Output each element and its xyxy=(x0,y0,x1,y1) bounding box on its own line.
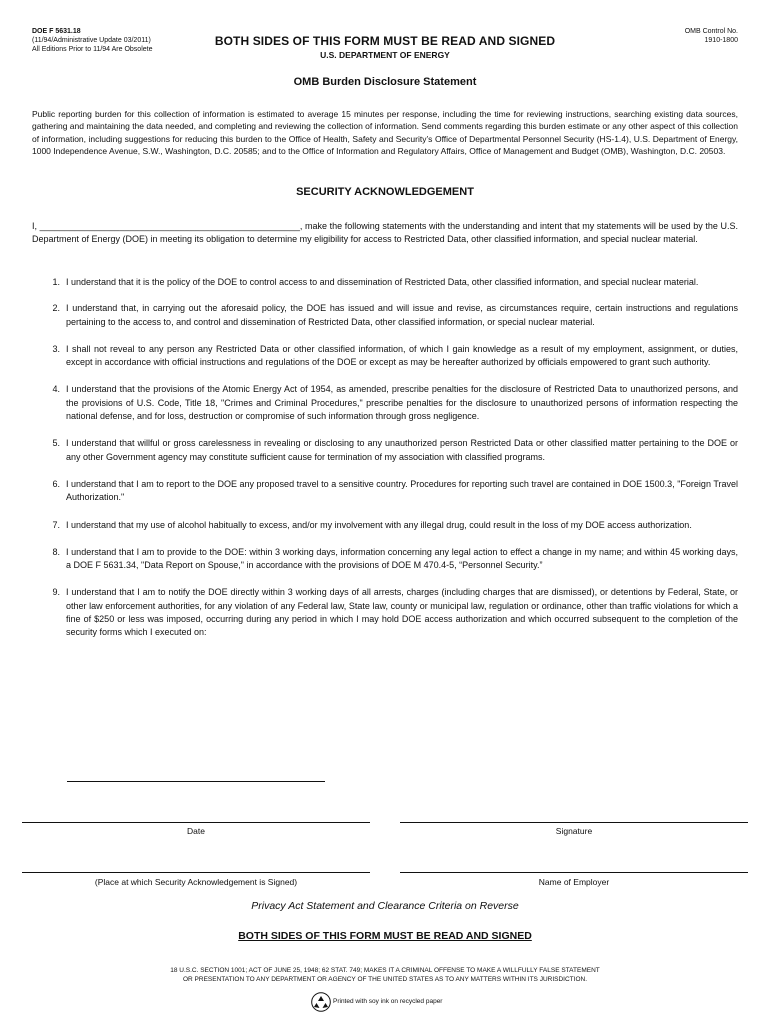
acknowledgement-list xyxy=(32,276,738,640)
list-item xyxy=(32,437,738,464)
item-number: 8. xyxy=(52,546,60,557)
privacy-notice: Privacy Act Statement and Clearance Criteria on Reverse xyxy=(251,900,519,912)
item-text: I understand that I am to notify the DOE directly within 3 working days of all arrests, charges (including charges that are dismissed), or detentions by Federal, State, or other law enforcement authorities, for any violation of any Federal law, State law, county or municipal law, regulation or ordinance, other than traffic violations for which a fine of $250 or less was imposed, occurring during any period in which I may hold DOE access authorization and which occurred subsequent to the completion of the security forms which I executed on: xyxy=(66,587,738,638)
item-number: 5. xyxy=(52,438,60,449)
omb-control-number: 1910-1800 xyxy=(704,37,738,44)
item-number: 7. xyxy=(52,519,60,530)
acknowledgement-intro[interactable]: I, ____________________________________________________, make the following statements with the understanding and intent that my statements will be used by the U.S. Department of Energy (DOE) in meeting its obligation to determine my eligibility for access to Restricted Data, other classified information, and special nuclear material. xyxy=(32,221,738,245)
form-number: DOE F 5631.18 xyxy=(32,28,81,35)
item-number: 6. xyxy=(52,478,60,489)
item-text: I understand that willful or gross carelessness in revealing or disclosing to any unauthorized person Restricted Data or other classified matter pertaining to the DOE or any other Government agency may constitute sufficient cause for termination of my association with classified programs. xyxy=(66,438,738,462)
item-text: I understand that my use of alcohol habitually to excess, and/or my involvement with any illegal drug, could result in the loss of my DOE access authorization. xyxy=(66,519,692,530)
acknowledgement-heading: SECURITY ACKNOWLEDGEMENT xyxy=(296,186,474,198)
item-text: I understand that the provisions of the Atomic Energy Act of 1954, as amended, prescribe penalties for the disclosure of Restricted Data to unauthorized persons, and the provisions of U.S. Code, Title 18, "Crimes and Criminal Procedures," prescribe penalties for the disclosure to unauthorized persons of information respecting the national defense, and for loss, destruction or compromise of such information through gross negligence. xyxy=(66,384,738,422)
list-item xyxy=(32,276,738,289)
burden-text: Public reporting burden for this collection of information is estimated to average 15 minutes per response, including the time for reviewing instructions, searching existing data sources, gathering and maintaining the data needed, and completing and reviewing the collection of information. Send comments regarding this burden estimate or any other aspect of this collection of information, including suggestions for reducing this burden to the Office of Health, Safety and Security’s Office of Departmental Personnel Security (HS-1.4), U.S. Department of Energy, 1000 Independence Avenue, S.W., Washington, D.C. 20585; and to the Office of Information and Regulatory Affairs, Office of Management and Budget (OMB), Washington, D.C. 20503. xyxy=(32,109,738,156)
item-number: 3. xyxy=(52,343,60,354)
form-editions: All Editions Prior to 11/94 Are Obsolete xyxy=(32,46,153,53)
list-item xyxy=(32,546,738,573)
usc-warning xyxy=(0,966,770,984)
list-item xyxy=(32,519,738,532)
item-text: I understand that, in carrying out the aforesaid policy, the DOE has issued and will issue and revise, as circumstances require, certain instructions and regulations pertaining to the access to, and control and dissemination of Restricted Data, other classified information, or special nuclear material. xyxy=(66,303,738,327)
employer-line[interactable] xyxy=(400,872,748,873)
list-item xyxy=(32,478,738,505)
both-sides-notice: BOTH SIDES OF THIS FORM MUST BE READ AND SIGNED xyxy=(238,930,532,942)
burden-heading: OMB Burden Disclosure Statement xyxy=(293,76,477,88)
place-line[interactable] xyxy=(22,872,370,873)
omb-control-label: OMB Control No. xyxy=(684,28,738,35)
item-text: I understand that I am to report to the DOE any proposed travel to a sensitive country. Procedures for reporting such travel are contained in DOE 1500.3, "Foreign Travel Authorization." xyxy=(66,478,738,503)
usc-warning-line-2: OR PRESENTATION TO ANY DEPARTMENT OR AGENCY OF THE UNITED STATES AS TO ANY MATTERS WITHIN ITS JURISDICTION. xyxy=(182,976,588,983)
item-number: 4. xyxy=(52,384,60,395)
employer-label: Name of Employer xyxy=(538,877,610,887)
recycle-icon xyxy=(311,992,331,1012)
signature-label: Signature xyxy=(555,826,593,836)
list-item xyxy=(32,383,738,423)
place-label: (Place at which Security Acknowledgement is Signed) xyxy=(94,877,298,887)
department-name: U.S. DEPARTMENT OF ENERGY xyxy=(320,50,450,60)
item-number: 1. xyxy=(52,277,60,287)
item-text: I shall not reveal to any person any Restricted Data or other classified information, of which I gain knowledge as a result of my employment, assignment, or duties, except in accordance with official instructions and regulations of the DOE or except as may be hereafter authorized by officials empowered to grant such authority. xyxy=(66,343,738,368)
signature-line[interactable] xyxy=(400,822,748,823)
item-text: I understand that I am to provide to the DOE: within 3 working days, information concerning any legal action to effect a change in my name; and within 45 working days, a DOE F 5631.34, "Data Report on Spouse," in accordance with the provisions of DOE M 470.4-5, “Personnel Security.” xyxy=(66,546,738,571)
list-item xyxy=(32,302,738,329)
form-title: BOTH SIDES OF THIS FORM MUST BE READ AND SIGNED xyxy=(214,34,556,48)
list-item xyxy=(32,586,738,639)
form-revision: (11/94/Administrative Update 03/2011) xyxy=(32,37,151,44)
item-text: I understand that it is the policy of the DOE to control access to and dissemination of Restricted Data, other classified information, and special nuclear material. xyxy=(66,277,699,287)
list-item xyxy=(32,343,738,370)
item-number: 9. xyxy=(52,587,60,598)
executed-on-date-line[interactable] xyxy=(67,781,325,782)
date-label: Date xyxy=(187,826,205,836)
usc-warning-line-1: 18 U.S.C. SECTION 1001; ACT OF JUNE 25, 1948; 62 STAT. 749; MAKES IT A CRIMINAL OFFENSE TO MAKE A WILLFULLY FALSE STATEMENT xyxy=(170,967,600,974)
date-line[interactable] xyxy=(22,822,370,823)
item-number: 2. xyxy=(52,303,60,314)
recycled-paper-note: Printed with soy ink on recycled paper xyxy=(333,998,443,1005)
